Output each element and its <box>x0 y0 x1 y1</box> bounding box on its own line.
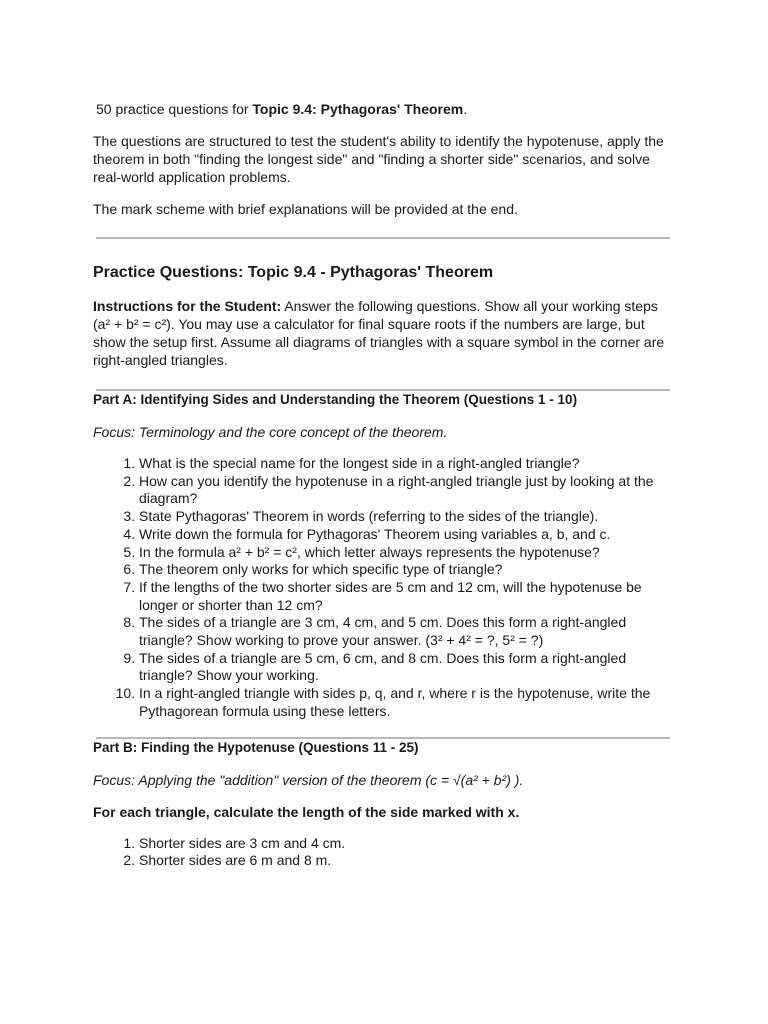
part-b-instruction: For each triangle, calculate the length of the side marked with x. <box>93 803 520 820</box>
list-item: 4. Write down the formula for Pythagoras' Theorem using variables a, b, and c. <box>139 526 678 544</box>
description-paragraph: The questions are structured to test the student's ability to identify the hypotenuse, apply the theorem in both "finding the longest side" and "finding a shorter side" scenarios, and solve real-world application problems. <box>93 133 664 185</box>
divider-rule <box>96 237 670 239</box>
intro-line <box>93 100 678 118</box>
list-item: 1. Shorter sides are 3 cm and 4 cm. <box>139 835 678 853</box>
instructions-paragraph <box>93 297 678 369</box>
instructions-label: Instructions for the Student: <box>93 298 282 314</box>
list-item: 5. In the formula a² + b² = c², which letter always represents the hypotenuse? <box>139 544 678 562</box>
page-title: Practice Questions: Topic 9.4 - Pythagoras' Theorem <box>93 264 494 281</box>
list-item: 2. How can you identify the hypotenuse in a right-angled triangle just by looking at the diagram? <box>139 473 678 508</box>
list-item: 2. Shorter sides are 6 m and 8 m. <box>139 852 678 870</box>
list-item: 10. In a right-angled triangle with sides p, q, and r, where r is the hypotenuse, write the Pythagorean formula using these letters. <box>139 685 678 720</box>
list-item: 3. State Pythagoras' Theorem in words (referring to the sides of the triangle). <box>139 508 678 526</box>
part-b-title: Part B: Finding the Hypotenuse (Questions 11 - 25) <box>93 739 419 755</box>
mark-scheme-note: The mark scheme with brief explanations will be provided at the end. <box>93 201 518 217</box>
list-item: 8. The sides of a triangle are 3 cm, 4 cm, and 5 cm. Does this form a right-angled triangle? Show working to prove your answer. (3² + 4² = ?, 5² = ?) <box>139 614 678 649</box>
instructions-text: Answer the following questions. Show all your working steps (a² + b² = c²). You may use a calculator for final square roots if the numbers are large, but show the setup first. Assume all diagrams of triangles with a square symbol in the corner are right-angled triangles. <box>93 298 665 368</box>
list-item: 7. If the lengths of the two shorter sides are 5 cm and 12 cm, will the hypotenuse be longer or shorter than 12 cm? <box>139 579 678 614</box>
document-page <box>93 100 678 870</box>
intro-topic: Topic 9.4: Pythagoras' Theorem <box>252 101 464 117</box>
part-b-question-list <box>93 835 678 870</box>
part-a-question-list <box>93 455 678 721</box>
intro-prefix: 50 practice questions for <box>96 101 253 117</box>
list-item: 9. The sides of a triangle are 5 cm, 6 cm, and 8 cm. Does this form a right-angled triangle? Show your working. <box>139 650 678 685</box>
part-a-focus: Focus: Terminology and the core concept of the theorem. <box>93 424 448 440</box>
list-item: 1. What is the special name for the longest side in a right-angled triangle? <box>139 455 678 473</box>
intro-suffix: . <box>463 101 468 117</box>
part-a-title: Part A: Identifying Sides and Understanding the Theorem (Questions 1 - 10) <box>93 392 578 407</box>
list-item: 6. The theorem only works for which specific type of triangle? <box>139 561 678 579</box>
part-b-focus: Focus: Applying the "addition" version of the theorem (c = √(a² + b²) ). <box>93 771 524 788</box>
